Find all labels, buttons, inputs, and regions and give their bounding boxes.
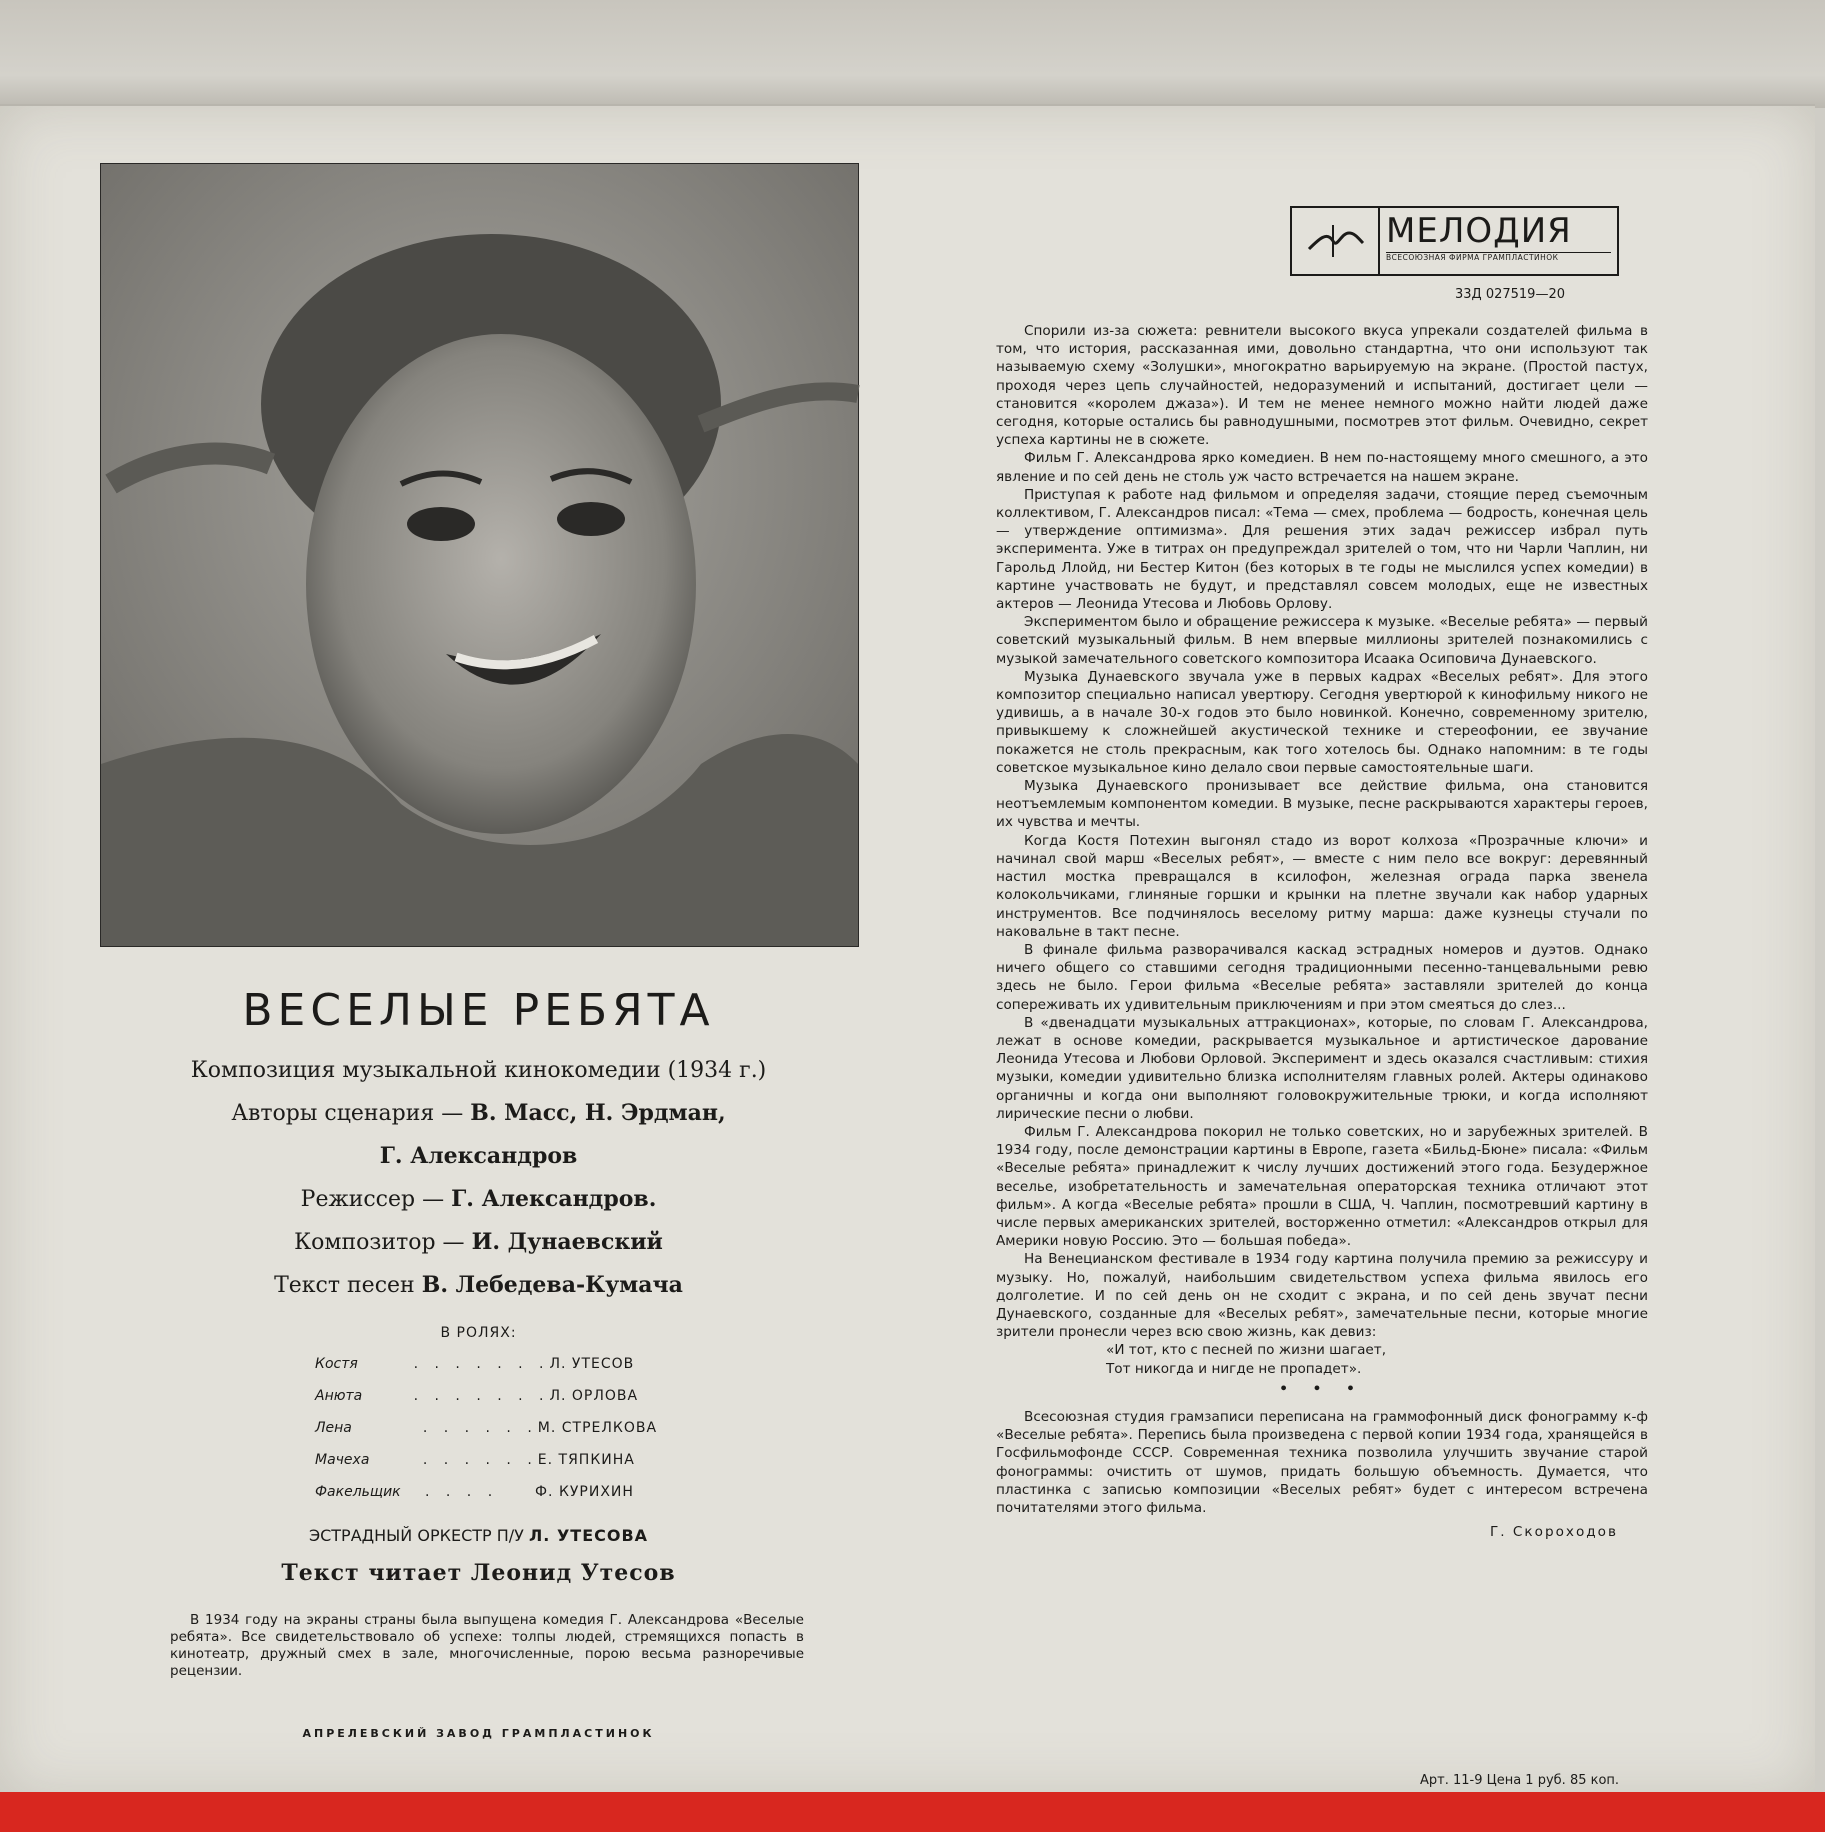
role-dots: . . . . . . . [413, 1388, 550, 1404]
role-dots: . . . . . . [422, 1420, 538, 1436]
orchestra-name: Л. УТЕСОВА [529, 1526, 649, 1545]
actor-name: Е. ТЯПКИНА [537, 1452, 635, 1468]
actor-name: Л. ОРЛОВА [549, 1388, 639, 1404]
director-line [100, 1178, 857, 1221]
author-signature: Г. Скороходов [1490, 1524, 1618, 1541]
credits-block [100, 1050, 857, 1307]
role-name: Лена [315, 1420, 352, 1436]
melodiya-logo [1290, 206, 1619, 276]
cast-row [315, 1452, 675, 1484]
composer-line [100, 1221, 857, 1264]
roles-heading: В РОЛЯХ: [440, 1325, 517, 1341]
price-line: Арт. 11-9 Цена 1 руб. 85 коп. [1420, 1773, 1620, 1788]
role-name: Факельщик [315, 1484, 401, 1500]
factory-name: АПРЕЛЕВСКИЙ ЗАВОД ГРАМПЛАСТИНОК [302, 1727, 655, 1740]
logo-name: МЕЛОДИЯ [1386, 211, 1572, 251]
portrait-illustration [101, 164, 858, 946]
logo-subtitle: ВСЕСОЮЗНАЯ ФИРМА ГРАМПЛАСТИНОК [1386, 252, 1611, 262]
article-paragraph: Фильм Г. Александрова покорил не только советских, но и зарубежных зрителей. В 1934 году, после демонстрации картины в Европе, газета «Бильд-Бюне» писала: «Фильм «Веселые ребята» принадлежит к числу лучших достижений этого года. Безудержное веселье, изобретательность и замечательная операторская техника отличают этот фильм». А когда «Веселые ребята» прошли в США, Ч. Чаплин, посмотревший картину в числе первых американских зрителей, восторженно отметил: «Александров открыл для Америки новую Россию. Это — большая победа». [996, 1123, 1648, 1250]
role-name: Анюта [315, 1388, 363, 1404]
liner-notes [996, 322, 1648, 1541]
album-title: ВЕСЕЛЫЕ РЕБЯТА [242, 985, 715, 1036]
intro-paragraph: В 1934 году на экраны страны была выпущена комедия Г. Александрова «Веселые ребята». Все свидетельствовало об успехе: толпы людей, стремящихся попасть в кинотеатр, дружный смех в зале, многочисленные, порою весьма разноречивые рецензии. [170, 1612, 804, 1679]
cast-list [315, 1356, 675, 1516]
authors-line-2 [100, 1135, 857, 1178]
authors-names: В. Масс, Н. Эрдман, [470, 1100, 726, 1126]
actor-name: М. СТРЕЛКОВА [537, 1420, 658, 1436]
article-paragraph: В финале фильма разворачивался каскад эстрадных номеров и дуэтов. Однако ничего общего со ставшими сегодня традиционными песенно-танцевальными ревю здесь не было. Герои фильма «Веселые ребята» заставляли зрителей до конца сопереживать их удивительным приключениям и при этом смеяться до слез... [996, 941, 1648, 1013]
authors-line [100, 1092, 857, 1135]
article-paragraph: Фильм Г. Александрова ярко комедиен. В нем по-настоящему много смешного, а это явление и по сей день не столь уж часто встречается на нашем экране. [996, 450, 1648, 485]
cast-row [315, 1420, 675, 1452]
article-paragraph: На Венецианском фестивале в 1934 году картина получила премию за режиссуру и музыку. Но, пожалуй, наибольшим свидетельством успеха фильма явилось его долголетие. И по сей день он не сходит с экрана, и по сей день звучат песни Дунаевского, созданные для «Веселых ребят», замечательные песни, которые многие зрители пронесли через всю свою жизнь, как девиз: [996, 1251, 1648, 1341]
cast-row [315, 1484, 675, 1516]
orchestra-line [100, 1526, 857, 1545]
melodiya-wordmark [1380, 208, 1617, 274]
orchestra-label: ЭСТРАДНЫЙ ОРКЕСТР П/У [308, 1526, 524, 1545]
closing-paragraph: Всесоюзная студия грамзаписи переписана на граммофонный диск фонограмму к-ф «Веселые ребята». Перепись была произведена с первой копии 1934 года, хранящейся в Госфильмофонде СССР. Современная техника позволила улучшить звучание старой фонограммы: очистить от шумов, придать большую объемность. Думается, что пластинка с записью композиции «Веселых ребят» будет с интересом встречена почитателями этого фильма. [996, 1408, 1648, 1516]
role-name: Мачеха [315, 1452, 370, 1468]
composition-line: Композиция музыкальной кинокомедии (1934 г.) [190, 1058, 767, 1083]
lyrics-name: В. Лебедева-Кумача [421, 1272, 683, 1298]
role-dots: . . . . . . [422, 1452, 538, 1468]
article-paragraph: Когда Костя Потехин выгонял стадо из ворот колхоза «Прозрачные ключи» и начинал свой марш «Веселых ребят», — вместе с ним пело все вокруг: деревянный настил мостка превращался в ксилофон, железная ограда парка звенела колокольчиками, глиняные горшки и крынки на плетне звучали как набор ударных инструментов. Все подчинялось веселому ритму марша: даже кузнецы стучали по наковальне в такт песне. [996, 832, 1648, 940]
melodiya-mark-icon [1292, 208, 1380, 274]
actor-name: Л. УТЕСОВ [549, 1356, 635, 1372]
article-paragraph: Экспериментом было и обращение режиссера к музыке. «Веселые ребята» — первый советский музыкальный фильм. В нем впервые миллионы зрителей познакомились с музыкой замечательного советского композитора Исаака Осиповича Дунаевского. [996, 614, 1648, 667]
article-paragraph: Приступая к работе над фильмом и определяя задачи, стоящие перед съемочным коллективом, Г. Александров писал: «Тема — смех, проблема — бодрость, конечная цель — утверждение оптимизма». Для решения этих задач режиссер избрал путь эксперимента. Уже в титрах он предупреждал зрителей о том, что ни Чарли Чаплин, ни Гарольд Ллойд, ни Бестер Китон (без которых в те годы не мыслился успех комедии) в картине участвовать не будут, и представлял совсем молодых, еще не известных актеров — Леонида Утесова и Любовь Орлову. [996, 486, 1648, 613]
lyrics-line [100, 1264, 857, 1307]
article-paragraph: Музыка Дунаевского пронизывает все действие фильма, она становится неотъемлемым компонентом комедии. В музыке, песне раскрываются характеры героев, их чувства и мечты. [996, 778, 1648, 831]
lyrics-label: Текст песен [274, 1273, 415, 1298]
catalog-number: 33Д 027519—20 [1455, 287, 1565, 302]
actor-name: Ф. КУРИХИН [535, 1484, 634, 1500]
composer-label: Композитор — [294, 1230, 465, 1255]
role-name: Костя [315, 1356, 358, 1372]
article-paragraph: Музыка Дунаевского звучала уже в первых кадрах «Веселых ребят». Для этого композитор специально написал увертюру. Сегодня увертюрой к кинофильму никого не удивишь, а в начале 30-х годов это было новинкой. Конечно, современному зрителю, привыкшему к сложнейшей акустической технике и стереофонии, ее звучание покажется не столь прекрасным, как того хотелось бы. Однако напомним: в те годы советское музыкальное кино делало свои первые самостоятельные шаги. [996, 668, 1648, 776]
motto-line: «И тот, кто с песней по жизни шагает, [1106, 1342, 1387, 1359]
director-name: Г. Александров. [451, 1186, 657, 1212]
cast-row [315, 1388, 675, 1420]
red-edge-strip [0, 1792, 1825, 1832]
motto-line: Тот никогда и нигде не пропадет». [1106, 1360, 1362, 1377]
authors-label: Авторы сценария — [231, 1101, 464, 1126]
role-dots: . . . . [425, 1484, 499, 1500]
article-paragraph: Спорили из-за сюжета: ревнители высокого вкуса упрекали создателей фильма в том, что история, рассказанная ими, довольно стандартна, что они используют так называемую схему «Золушки», многократно варьируемую на экране. (Простой пастух, проходя через цепь случайностей, недоразумений и испытаний, достигает цели — становится «королем джаза»). И тем не менее немного можно найти людей даже сегодня, которые остались бы равнодушными, посмотрев этот фильм. Очевидно, секрет успеха картины не в сюжете. [996, 323, 1648, 449]
cast-row [315, 1356, 675, 1388]
director-label: Режиссер — [300, 1187, 445, 1212]
portrait-photo [100, 163, 859, 947]
section-separator: • • • [1279, 1380, 1365, 1397]
reader-line: Текст читает Леонид Утесов [281, 1560, 676, 1586]
role-dots: . . . . . . . [413, 1356, 550, 1372]
article-paragraph: В «двенадцати музыкальных аттракционах», которые, по словам Г. Александрова, лежат в основе комедии, раскрывается музыкальное и артистическое дарование Леонида Утесова и Любови Орловой. Эксперимент и здесь оказался счастливым: стихия музыки, комедии удивительно близка исполнителям главных ролей. Актеры одинаково органичны и когда они выполняют головокружительные трюки, и когда исполняют лирические песни о любви. [996, 1014, 1648, 1122]
authors-names-2: Г. Александров [379, 1143, 578, 1169]
top-background [0, 0, 1825, 108]
composer-name: И. Дунаевский [471, 1229, 663, 1255]
